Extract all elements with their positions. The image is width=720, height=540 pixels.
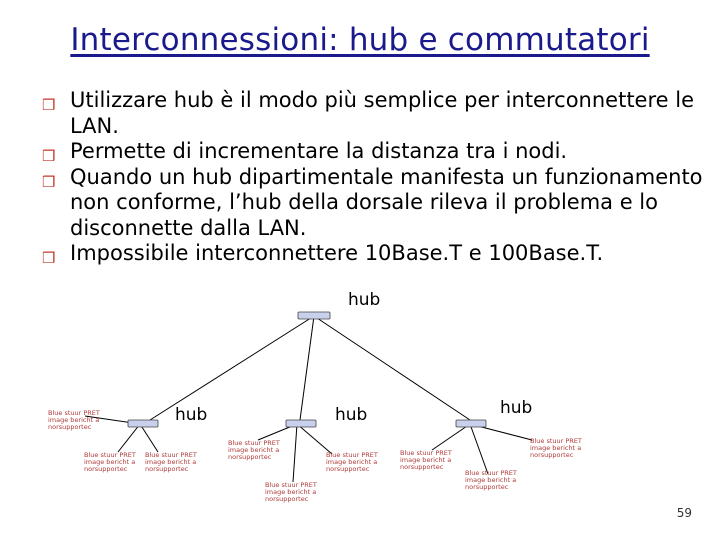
checkbox-bullet-icon: ❒: [42, 249, 56, 267]
host-placeholder: Blue stuur PRET image bericht a norsupportec: [400, 449, 452, 471]
hub-device: [128, 420, 158, 427]
host-link: [297, 424, 332, 454]
bullet-text: Impossibile interconnettere 10Base.T e 100Base.T.: [70, 241, 604, 265]
page-number: 59: [676, 506, 692, 520]
bullet-text: Permette di incrementare la distanza tra i nodi.: [70, 139, 568, 163]
host-placeholder: Blue stuur PRET image bericht a norsupportec: [228, 439, 280, 461]
bullet-text: Utilizzare hub è il modo più semplice per interconnettere le LAN.: [70, 88, 694, 138]
host-placeholder: Blue stuur PRET image bericht a norsupportec: [530, 437, 582, 459]
backbone-hub: [298, 312, 330, 319]
host-link: [293, 424, 297, 482]
host-placeholder: Blue stuur PRET image bericht a norsupportec: [48, 409, 100, 431]
backbone-link: [300, 316, 314, 420]
hub-label: hub: [175, 405, 208, 425]
host-placeholder: Blue stuur PRET image bericht a norsupportec: [84, 451, 136, 473]
host-link: [432, 424, 470, 450]
host-placeholder: Blue stuur PRET image bericht a norsupportec: [465, 469, 517, 491]
hub-device: [456, 420, 486, 427]
slide-title: Interconnessioni: hub e commutatori: [70, 22, 650, 58]
host-link: [140, 424, 158, 452]
hub-device: [286, 420, 316, 427]
host-placeholder: Blue stuur PRET image bericht a norsupportec: [145, 451, 197, 473]
host-link: [118, 424, 140, 452]
bullet-text: Quando un hub dipartimentale manifesta un funzionamento non conforme, l’hub della dorsale rileva il problema e lo disconnette dalla LAN.: [70, 164, 703, 240]
backbone-hub-label: hub: [348, 290, 381, 310]
host-placeholder: Blue stuur PRET image bericht a norsupportec: [265, 481, 317, 503]
host-placeholder: Blue stuur PRET image bericht a norsupportec: [326, 451, 378, 473]
hub-label: hub: [500, 398, 533, 418]
checkbox-bullet-icon: ❒: [42, 96, 56, 114]
checkbox-bullet-icon: ❒: [42, 172, 56, 191]
hub-label: hub: [335, 405, 368, 425]
checkbox-bullet-icon: ❒: [42, 147, 56, 165]
host-link: [470, 424, 488, 474]
